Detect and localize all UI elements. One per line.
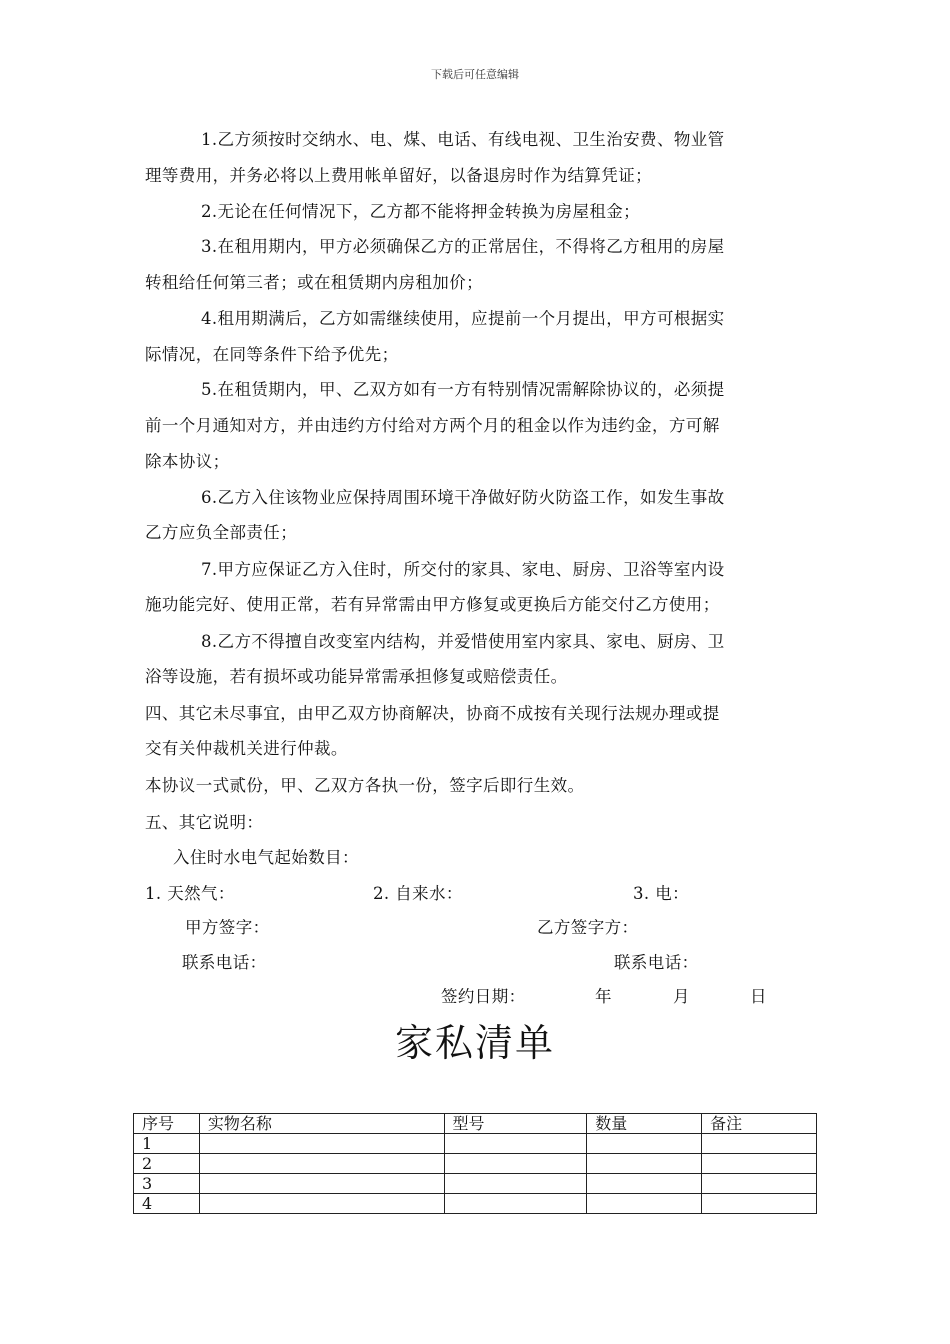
cell-serial: 4 [134, 1194, 200, 1214]
header-serial: 序号 [134, 1114, 200, 1134]
party-a-signature: 甲方签字： [185, 918, 270, 937]
sign-date-day: 日 [750, 987, 767, 1006]
header-model: 型号 [444, 1114, 587, 1134]
sign-date-month: 月 [673, 987, 690, 1006]
meter-intro: 入住时水电气起始数目： [173, 848, 359, 867]
cell-remark [702, 1134, 817, 1154]
cell-item-name [199, 1134, 444, 1154]
party-a-phone: 联系电话： [182, 953, 267, 972]
cell-quantity [587, 1174, 702, 1194]
table-header-row [134, 1114, 817, 1134]
cell-quantity [587, 1154, 702, 1174]
cell-remark [702, 1194, 817, 1214]
cell-model [444, 1134, 587, 1154]
section-5-title: 五、其它说明： [145, 813, 264, 832]
cell-model [444, 1174, 587, 1194]
meter-electric: 3. 电： [633, 884, 689, 903]
clause-5-line-2: 前一个月通知对方，并由违约方付给对方两个月的租金以作为违约金，方可解 [145, 416, 720, 435]
section-4-line-1: 四、其它未尽事宜，由甲乙双方协商解决，协商不成按有关现行法规办理或提 [145, 704, 720, 723]
cell-quantity [587, 1194, 702, 1214]
cell-item-name [199, 1174, 444, 1194]
cell-serial: 1 [134, 1134, 200, 1154]
table-row [134, 1174, 817, 1194]
clause-1-line-2: 理等费用，并务必将以上费用帐单留好，以备退房时作为结算凭证； [145, 166, 652, 185]
clause-1-line-1: 1.乙方须按时交纳水、电、煤、电话、有线电视、卫生治安费、物业管 [201, 130, 725, 149]
cell-serial: 3 [134, 1174, 200, 1194]
clause-6-line-2: 乙方应负全部责任； [145, 523, 298, 542]
party-b-phone: 联系电话： [614, 953, 699, 972]
cell-item-name [199, 1154, 444, 1174]
agreement-copies: 本协议一式贰份，甲、乙双方各执一份，签字后即行生效。 [145, 776, 585, 795]
table-row [134, 1194, 817, 1214]
clause-4-line-1: 4.租用期满后，乙方如需继续使用，应提前一个月提出，甲方可根据实 [201, 309, 725, 328]
cell-model [444, 1154, 587, 1174]
sign-date-year: 年 [595, 987, 612, 1006]
clause-5-line-3: 除本协议； [145, 452, 230, 471]
cell-serial: 2 [134, 1154, 200, 1174]
clause-8-line-1: 8.乙方不得擅自改变室内结构，并爱惜使用室内家具、家电、厨房、卫 [201, 632, 725, 651]
cell-item-name [199, 1194, 444, 1214]
cell-quantity [587, 1134, 702, 1154]
furniture-list-title: 家私清单 [394, 1021, 555, 1065]
section-4-line-2: 交有关仲裁机关进行仲裁。 [145, 739, 348, 758]
table-row [134, 1154, 817, 1174]
meter-water: 2. 自来水： [373, 884, 463, 903]
clause-5-line-1: 5.在租赁期内，甲、乙双方如有一方有特别情况需解除协议的，必须提 [201, 380, 725, 399]
meter-gas: 1. 天然气： [145, 884, 235, 903]
clause-8-line-2: 浴等设施，若有损坏或功能异常需承担修复或赔偿责任。 [145, 667, 568, 686]
table-row [134, 1134, 817, 1154]
header-quantity: 数量 [587, 1114, 702, 1134]
clause-4-line-2: 际情况，在同等条件下给予优先； [145, 345, 399, 364]
clause-3-line-1: 3.在租用期内，甲方必须确保乙方的正常居住，不得将乙方租用的房屋 [201, 237, 725, 256]
clause-2: 2.无论在任何情况下，乙方都不能将押金转换为房屋租金； [201, 202, 641, 221]
header-remark: 备注 [702, 1114, 817, 1134]
cell-remark [702, 1154, 817, 1174]
page-header: 下载后可任意编辑 [431, 68, 519, 81]
cell-remark [702, 1174, 817, 1194]
party-b-signature: 乙方签字方： [537, 918, 639, 937]
clause-7-line-1: 7.甲方应保证乙方入住时，所交付的家具、家电、厨房、卫浴等室内设 [201, 560, 725, 579]
clause-3-line-2: 转租给任何第三者；或在租赁期内房租加价； [145, 273, 483, 292]
clause-6-line-1: 6.乙方入住该物业应保持周围环境干净做好防火防盗工作，如发生事故 [201, 488, 725, 507]
furniture-table [133, 1113, 817, 1214]
header-item-name: 实物名称 [199, 1114, 444, 1134]
sign-date-label: 签约日期： [441, 987, 526, 1006]
cell-model [444, 1194, 587, 1214]
clause-7-line-2: 施功能完好、使用正常，若有异常需由甲方修复或更换后方能交付乙方使用； [145, 595, 720, 614]
